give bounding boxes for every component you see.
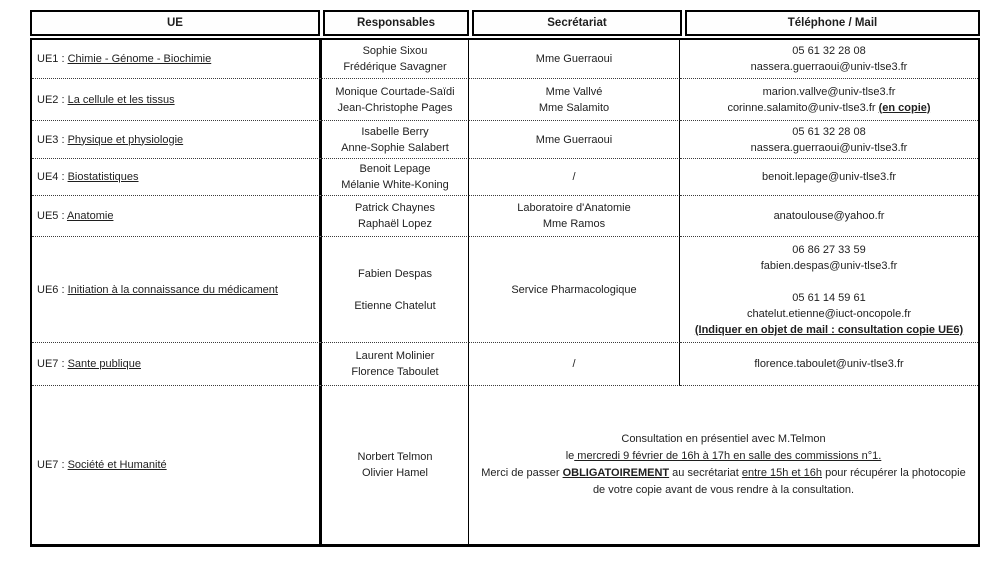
text-segment: le [565,450,575,462]
text-line [684,258,974,274]
text-segment: Merci de passer [481,467,563,479]
responsables-cell [322,386,469,544]
contact-cell [680,237,978,343]
text-line [684,140,974,156]
ue-label [37,208,313,224]
ue-label [37,169,313,185]
text-line [473,51,675,67]
ue-label [37,457,313,473]
text-segment: Service Pharmacologique [511,283,637,296]
text-segment: Sophie Sixou [362,45,428,57]
text-segment: Mme Vallvé [545,85,603,98]
responsables-cell [322,79,469,121]
text-line [326,282,464,298]
text-line [479,448,968,465]
contact-cell [680,79,978,121]
responsables-cell [322,196,469,237]
text-segment: Raphaël Lopez [357,218,432,230]
ue-code: UE7 : [37,459,68,471]
responsables-cell [322,121,469,159]
ue-cell [32,159,322,196]
text-line [326,84,464,100]
text-segment: / [572,171,576,183]
ue-code: UE6 : [37,283,68,296]
text-line [326,364,464,380]
text-line [473,216,675,232]
contact-cell [680,121,978,159]
ue-label [37,282,313,298]
ue-name: Physique et physiologie [67,133,184,146]
text-line [473,100,675,116]
text-line [326,177,464,193]
ue-cell [32,121,322,159]
text-line [473,282,675,298]
consultation-note-cell [469,386,978,544]
text-segment: Mme Guerraoui [535,133,613,146]
text-line [473,356,675,372]
table-body [30,38,980,547]
secretariat-cell [469,79,680,121]
text-segment: au secrétariat [669,467,742,479]
column-header-ue: UE [30,10,320,36]
ue-code: UE5 : [37,210,67,222]
text-line [326,100,464,116]
contact-cell [680,159,978,196]
text-line [326,449,464,465]
text-line [684,306,974,322]
text-segment: marion.vallve@univ-tlse3.fr [762,85,896,98]
ue-label [37,51,313,67]
column-header-responsables: Responsables [323,10,469,36]
secretariat-cell [469,159,680,196]
text-line [684,356,974,372]
text-line [473,169,675,185]
text-segment: Consultation en présentiel avec M.Telmon [621,433,826,445]
text-segment: 05 61 32 28 08 [792,125,866,138]
text-segment: florence.taboulet@univ-tlse3.fr [754,358,904,370]
text-line [684,43,974,59]
text-segment: corinne.salamito@univ-tlse3.fr [727,101,879,114]
text-line [479,465,968,499]
ue-cell [32,40,322,79]
ue-cell [32,237,322,343]
text-segment: Mme Salamito [538,101,610,114]
ue-name: La cellule et les tissus [67,93,175,106]
text-segment: (en copie) [878,101,931,114]
ue-label [37,92,313,108]
text-line [684,169,974,185]
text-line [326,124,464,140]
responsables-cell [322,40,469,79]
contact-cell [680,40,978,79]
text-line [326,216,464,232]
text-line [684,208,974,224]
ue-name: Anatomie [66,210,114,222]
column-header-telephone-mail: Téléphone / Mail [685,10,980,36]
text-segment: / [572,358,576,370]
text-segment: anatoulouse@yahoo.fr [773,210,885,222]
text-line [326,59,464,75]
text-line [473,84,675,100]
text-segment: Benoit Lepage [359,163,431,175]
text-segment: nassera.guerraoui@univ-tlse3.fr [750,61,908,73]
text-segment: Anne-Sophie Salabert [341,141,449,154]
text-segment: Norbert Telmon [357,451,433,463]
ue-code: UE7 : [37,358,68,370]
ue-label [37,356,313,372]
text-line [326,298,464,314]
text-segment: Laurent Molinier [355,350,435,362]
text-line [684,322,974,338]
ue-cell [32,79,322,121]
text-line [684,124,974,140]
ue-cell [32,196,322,237]
text-line [326,465,464,481]
text-line [326,161,464,177]
text-line [684,100,974,116]
contact-cell [680,196,978,237]
secretariat-cell [469,40,680,79]
text-line [326,200,464,216]
ue-name: Chimie - Génome - Biochimie [67,53,212,65]
text-segment: Fabien Despas [358,267,432,280]
ue-name: Société et Humanité [67,459,167,471]
ue-label [37,132,313,148]
document-page [30,10,980,547]
responsables-cell [322,237,469,343]
text-segment: benoit.lepage@univ-tlse3.fr [761,171,897,183]
responsables-cell [322,159,469,196]
text-segment: 05 61 32 28 08 [792,45,866,57]
secretariat-cell [469,237,680,343]
text-segment: nassera.guerraoui@univ-tlse3.fr [750,141,908,154]
ue-name: Biostatistiques [67,171,139,183]
text-line [326,348,464,364]
text-segment: Laboratoire d'Anatomie [517,202,631,214]
ue-code: UE4 : [37,171,68,183]
text-line [684,59,974,75]
text-line [684,274,974,290]
text-line [326,43,464,59]
text-segment: pour récupérer la photocopie de votre copie avant de vous rendre à la consultation. [592,467,966,496]
text-segment: fabien.despas@univ-tlse3.fr [760,259,898,272]
text-line [473,200,675,216]
text-line [479,431,968,448]
text-line [326,266,464,282]
text-segment: 06 86 27 33 59 [792,243,866,256]
ue-code: UE3 : [37,133,68,146]
secretariat-cell [469,343,680,386]
ue-name: Initiation à la connaissance du médicament [67,283,278,296]
text-line [326,140,464,156]
text-line [684,290,974,306]
text-segment: Frédérique Savagner [343,61,447,73]
text-segment: Olivier Hamel [361,467,428,479]
contact-cell [680,343,978,386]
column-header-secretariat: Secrétariat [472,10,682,36]
text-line [684,84,974,100]
text-segment: Monique Courtade-Saïdi [335,85,455,98]
text-segment: Florence Taboulet [351,366,439,378]
ue-code: UE2 : [37,93,68,106]
text-segment: chatelut.etienne@iuct-oncopole.fr [746,307,912,320]
text-segment: entre 15h et 16h [741,467,823,479]
text-line [473,132,675,148]
text-segment: (Indiquer en objet de mail : consultation copie UE6) [694,323,964,336]
text-segment: Mme Ramos [542,218,606,230]
text-segment: Isabelle Berry [361,125,429,138]
text-segment: 05 61 14 59 61 [792,291,866,304]
text-segment: Jean-Christophe Pages [337,101,453,114]
text-segment: mercredi 9 février de 16h à 17h en salle des commissions n°1. [574,450,882,462]
ue-code: UE1 : [37,53,68,65]
secretariat-cell [469,196,680,237]
text-segment: OBLIGATOIREMENT [562,467,670,479]
text-line [684,242,974,258]
responsables-cell [322,343,469,386]
ue-name: Sante publique [67,358,141,370]
text-segment: Mélanie White-Koning [341,179,449,191]
ue-cell [32,386,322,544]
text-segment: Etienne Chatelut [354,299,436,312]
text-segment: Patrick Chaynes [354,202,436,214]
secretariat-cell [469,121,680,159]
table-header-row [30,10,980,36]
text-segment: Mme Guerraoui [535,53,613,65]
ue-cell [32,343,322,386]
